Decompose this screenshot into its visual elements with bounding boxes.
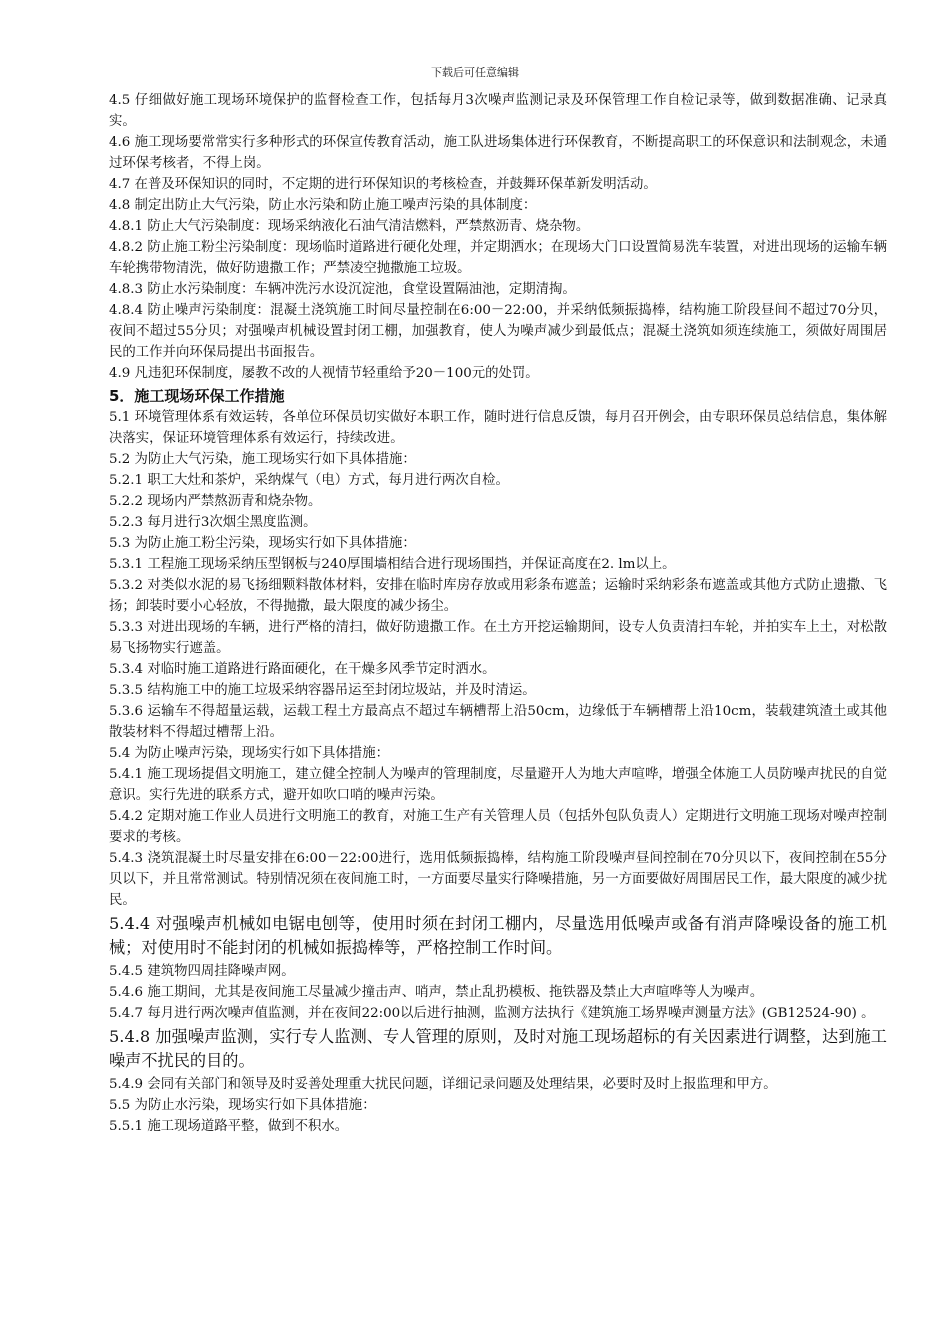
document-body: [109, 90, 887, 1137]
paragraph-4-9: 4.9 凡违犯环保制度，屡教不改的人视情节轻重给予20－100元的处罚。: [109, 366, 539, 381]
paragraph-5-3-4: 5.3.4 对临时施工道路进行路面硬化，在干燥多风季节定时洒水。: [109, 662, 496, 677]
paragraph-5-3-2: 5.3.2 对类似水泥的易飞扬细颗料散体材料，安排在临时库房存放或用彩条布遮盖；运输时采纳彩条布遮盖或其他方式防止遗撒、飞扬；卸装时要小心轻放，不得抛撒，最大限度的减少扬尘。: [109, 578, 887, 614]
paragraph-5-3-6: 5.3.6 运输车不得超量运载，运载工程土方最高点不超过车辆槽帮上沿50cm，边缘低于车辆槽帮上沿10cm，装载建筑渣土或其他散装材料不得超过槽帮上沿。: [109, 704, 887, 740]
paragraph-5-3-5: 5.3.5 结构施工中的施工垃圾采纳容器吊运至封闭垃圾站，并及时清运。: [109, 683, 536, 698]
paragraph-5-4-1: 5.4.1 施工现场提倡文明施工，建立健全控制人为噪声的管理制度，尽量避开人为地大声喧哗，增强全体施工人员防噪声扰民的自觉意识。实行先进的联系方式，避开如吹口哨的噪声污染。: [109, 767, 887, 803]
paragraph-5-4-8: 5.4.8 加强噪声监测，实行专人监测、专人管理的原则，及时对施工现场超标的有关因素进行调整，达到施工噪声不扰民的目的。: [109, 1027, 887, 1070]
paragraph-5-1: 5.1 环境管理体系有效运转，各单位环保员切实做好本职工作，随时进行信息反馈，每月召开例会，由专职环保员总结信息，集体解决落实，保证环境管理体系有效运行，持续改进。: [109, 410, 887, 446]
paragraph-5-4-4: 5.4.4 对强噪声机械如电锯电刨等，使用时须在封闭工棚内，尽量选用低噪声或备有消声降噪设备的施工机械；对使用时不能封闭的机械如振捣棒等，严格控制工作时间。: [109, 914, 887, 957]
paragraph-5-2-3: 5.2.3 每月进行3次烟尘黑度监测。: [109, 515, 317, 530]
paragraph-4-8-3: 4.8.3 防止水污染制度：车辆冲洗污水设沉淀池，食堂设置隔油池，定期清掏。: [109, 282, 576, 297]
paragraph-5-4: 5.4 为防止噪声污染，现场实行如下具体措施：: [109, 746, 389, 761]
paragraph-5-4-7: 5.4.7 每月进行两次噪声值监测，并在夜间22:00以后进行抽测，监测方法执行《建筑施工场界噪声测量方法》(GB12524-90) 。: [109, 1006, 875, 1021]
paragraph-5-4-5: 5.4.5 建筑物四周挂降噪声网。: [109, 964, 295, 979]
paragraph-5-3-1: 5.3.1 工程施工现场采纳压型钢板与240厚围墙相结合进行现场围挡，并保证高度在2. lm以上。: [109, 557, 676, 572]
paragraph-5-4-2: 5.4.2 定期对施工作业人员进行文明施工的教育，对施工生产有关管理人员（包括外包队负责人）定期进行文明施工现场对噪声控制要求的考核。: [109, 809, 887, 845]
paragraph-4-8: 4.8 制定出防止大气污染，防止水污染和防止施工噪声污染的具体制度：: [109, 198, 537, 213]
paragraph-4-7: 4.7 在普及环保知识的同时，不定期的进行环保知识的考核检查，并鼓舞环保革新发明活动。: [109, 177, 657, 192]
paragraph-5-4-6: 5.4.6 施工期间，尤其是夜间施工尽量减少撞击声、哨声，禁止乱扔模板、拖铁器及禁止大声喧哗等人为噪声。: [109, 985, 764, 1000]
page-header-note: 下载后可任意编辑: [431, 66, 519, 79]
paragraph-5-5-1: 5.5.1 施工现场道路平整，做到不积水。: [109, 1119, 349, 1134]
paragraph-4-6: 4.6 施工现场要常常实行多种形式的环保宣传教育活动，施工队进场集体进行环保教育，不断提高职工的环保意识和法制观念，未通过环保考核者，不得上岗。: [109, 135, 887, 171]
paragraph-5-4-9: 5.4.9 会同有关部门和领导及时妥善处理重大扰民问题，详细记录问题及处理结果，必要时及时上报监理和甲方。: [109, 1077, 777, 1092]
paragraph-5-2-2: 5.2.2 现场内严禁熬沥青和烧杂物。: [109, 494, 322, 509]
paragraph-5-2-1: 5.2.1 职工大灶和茶炉，采纳煤气（电）方式，每月进行两次自检。: [109, 473, 509, 488]
paragraph-5-4-3: 5.4.3 浇筑混凝土时尽量安排在6:00－22:00进行，选用低频振捣棒，结构施工阶段噪声昼间控制在70分贝以下，夜间控制在55分贝以下，并且常常测试。特别情况须在夜间施工时，一方面要尽量实行降噪措施，另一方面要做好周围居民工作，最大限度的减少扰民。: [109, 851, 887, 908]
paragraph-5-2: 5.2 为防止大气污染，施工现场实行如下具体措施：: [109, 452, 416, 467]
paragraph-5-5: 5.5 为防止水污染，现场实行如下具体措施：: [109, 1098, 376, 1113]
paragraph-5-3: 5.3 为防止施工粉尘污染，现场实行如下具体措施：: [109, 536, 416, 551]
section-heading-5: 5．施工现场环保工作措施: [109, 387, 285, 405]
paragraph-4-8-1: 4.8.1 防止大气污染制度：现场采纳液化石油气清洁燃料，严禁熬沥青、烧杂物。: [109, 219, 590, 234]
paragraph-4-5: 4.5 仔细做好施工现场环境保护的监督检查工作，包括每月3次噪声监测记录及环保管理工作自检记录等，做到数据准确、记录真实。: [109, 93, 887, 129]
paragraph-5-3-3: 5.3.3 对进出现场的车辆，进行严格的清扫，做好防遗撒工作。在土方开挖运输期间，设专人负责清扫车轮，并拍实车上土，对松散易飞扬物实行遮盖。: [109, 620, 887, 656]
paragraph-4-8-2: 4.8.2 防止施工粉尘污染制度：现场临时道路进行硬化处理，并定期洒水；在现场大门口设置简易洗车装置，对进出现场的运输车辆车轮携带物清洗，做好防遗撒工作；严禁凌空抛撒施工垃圾。: [109, 240, 887, 276]
paragraph-4-8-4: 4.8.4 防止噪声污染制度：混凝土浇筑施工时间尽量控制在6:00－22:00，并采纳低频振捣棒，结构施工阶段昼间不超过70分贝，夜间不超过55分贝；对强噪声机械设置封闭工棚，加强教育，使人为噪声减少到最低点；混凝土浇筑如须连续施工，须做好周围居民的工作并向环保局提出书面报告。: [109, 303, 887, 360]
